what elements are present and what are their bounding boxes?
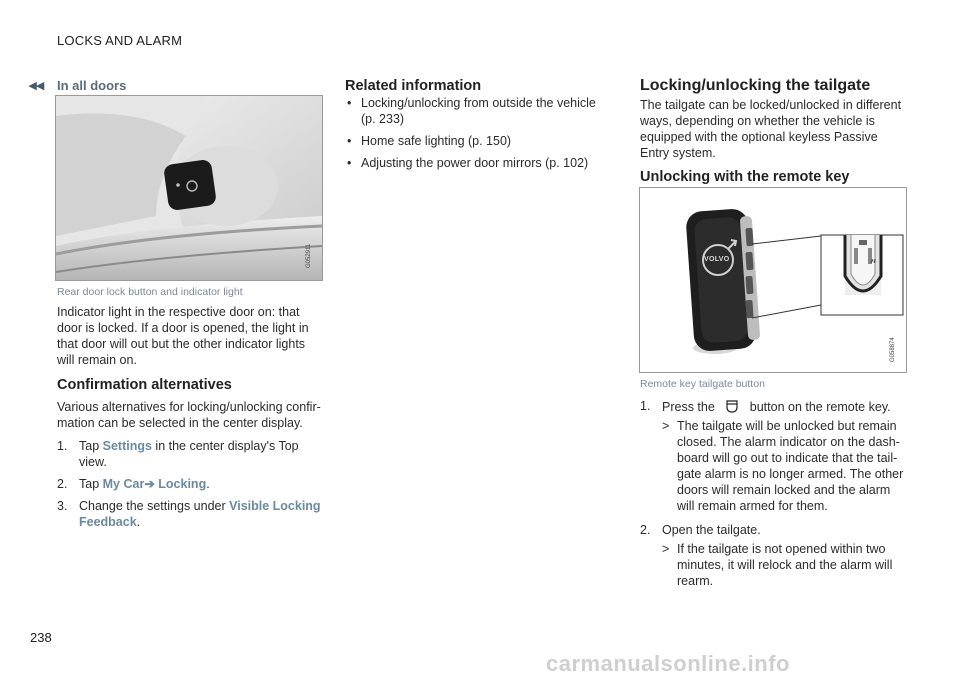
remote-key-illustration: [640, 188, 906, 372]
figure-caption: Rear door lock button and indicator light: [57, 286, 243, 298]
step: 1. Tap Settings in the center display's Top view.: [57, 439, 299, 469]
step: 1. Press the button on the remote key. > The tailgate will be unlocked but remain closed. The alarm indicator on the dash-board will go out to indicate that the tail-gate alarm is no longer armed. The other doors will remain locked and the alarm will remain armed for them.: [640, 398, 908, 514]
volvo-logo: VOLVO: [704, 256, 730, 263]
step: 2. Open the tailgate. > If the tailgate is not opened within two minutes, it will relock and the alarm will rearm.: [640, 522, 908, 589]
arrow-right-icon: ➔: [144, 477, 155, 491]
tailgate-button-icon: [724, 398, 740, 414]
continued-chevron-icon: ◂◂: [29, 77, 45, 94]
running-header: LOCKS AND ALARM: [57, 33, 183, 48]
related-link[interactable]: • Home safe lighting (p. 150): [347, 134, 512, 148]
related-link[interactable]: • Adjusting the power door mirrors (p. 102): [347, 156, 589, 170]
related-link[interactable]: • Locking/unlocking from outside the vehicle (p. 233): [347, 96, 596, 126]
step: 2. Tap My Car➔ Locking.: [57, 477, 210, 491]
confirmation-steps: [57, 438, 323, 536]
figure-caption: Remote key tailgate button: [640, 378, 765, 390]
tailgate-intro: The tailgate can be locked/unlocked in different ways, depending on whether the vehicle is equipped with the optional keyless Passive Entry system.: [640, 98, 902, 160]
remote-key-subtitle: Unlocking with the remote key: [640, 169, 850, 185]
my-car-link[interactable]: My Car: [102, 477, 145, 491]
related-info-list: [345, 95, 607, 177]
watermark: carmanualsonline.info: [546, 651, 790, 676]
figure-code: G052911: [306, 243, 312, 268]
related-info-title: Related information: [345, 78, 482, 94]
confirmation-intro: Various alternatives for locking/unlocking confir-mation can be selected in the center display.: [57, 400, 321, 430]
visible-locking-feedback-link[interactable]: Visible Locking Feedback: [79, 499, 321, 529]
settings-link[interactable]: Settings: [102, 439, 152, 453]
indicator-paragraph: Indicator light in the respective door on: that door is locked. If a door is opened, the light in that door will out but the other indicator lights will remain on.: [57, 305, 309, 367]
page-number: 238: [30, 630, 52, 645]
tailgate-title: Locking/unlocking the tailgate: [640, 77, 871, 94]
step: 3. Change the settings under Visible Locking Feedback.: [57, 499, 321, 529]
step-result: > The tailgate will be unlocked but remain closed. The alarm indicator on the dash-board will go out to indicate that the tail-gate alarm is no longer armed. The other doors will remain locked and the alarm will remain armed for them.: [662, 419, 904, 513]
figure-code: G058874: [890, 337, 896, 362]
door-lock-figure: [55, 95, 323, 281]
step-result: > If the tailgate is not opened within two minutes, it will relock and the alarm will rearm.: [662, 542, 893, 588]
confirmation-title: Confirmation alternatives: [57, 377, 232, 393]
locking-link[interactable]: Locking: [154, 477, 207, 491]
tailgate-steps: [640, 398, 908, 595]
door-lock-illustration: [56, 96, 322, 280]
subheading-all-doors: In all doors: [57, 78, 127, 93]
remote-key-figure: [639, 187, 907, 373]
svg-text:𝓃: 𝓃: [870, 254, 877, 266]
